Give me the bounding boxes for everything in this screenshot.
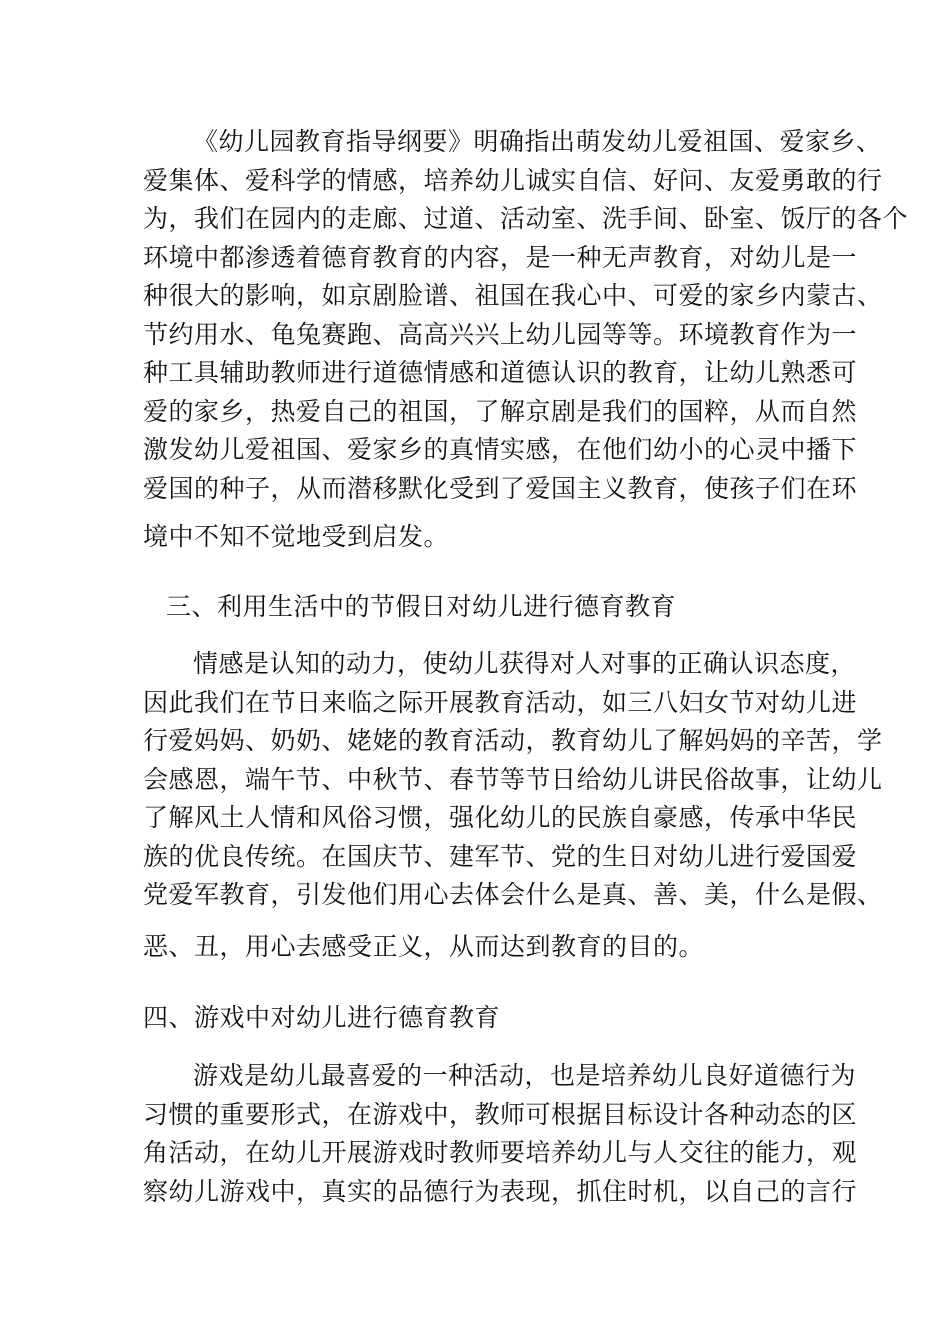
- paragraph-line: 恶、丑，用心去感受正义，从而达到教育的目的。: [143, 932, 705, 961]
- paragraph-line: 环境中都渗透着德育教育的内容，是一种无声教育，对幼儿是一: [143, 243, 858, 272]
- paragraph-line: 激发幼儿爱祖国、爱家乡的真情实感，在他们幼小的心灵中播下: [143, 435, 858, 464]
- paragraph-line: 行爱妈妈、奶奶、姥姥的教育活动，教育幼儿了解妈妈的辛苦，学: [143, 726, 883, 755]
- paragraph-line: 为，我们在园内的走廊、过道、活动室、洗手间、卧室、饭厅的各个: [143, 204, 909, 233]
- section-heading-holidays: 三、利用生活中的节假日对幼儿进行德育教育: [166, 592, 677, 621]
- paragraph-line: 游戏是幼儿最喜爱的一种活动，也是培养幼儿良好道德行为: [193, 1061, 857, 1090]
- paragraph-line: 习惯的重要形式，在游戏中，教师可根据目标设计各种动态的区: [143, 1100, 858, 1129]
- section-heading-games: 四、游戏中对幼儿进行德育教育: [143, 1003, 501, 1032]
- paragraph-line: 境中不知不觉地受到启发。: [143, 522, 450, 551]
- paragraph-line: 会感恩，端午节、中秋节、春节等节日给幼儿讲民俗故事，让幼儿: [143, 765, 883, 794]
- paragraph-line: 情感是认知的动力，使幼儿获得对人对事的正确认识态度，: [193, 649, 857, 678]
- paragraph-line: 爱的家乡，热爱自己的祖国，了解京剧是我们的国粹，从而自然: [143, 397, 858, 426]
- paragraph-line: 爱集体、爱科学的情感，培养幼儿诚实自信、好问、友爱勇敢的行: [143, 166, 883, 195]
- paragraph-line: 党爱军教育，引发他们用心去体会什么是真、善、美，什么是假、: [143, 880, 883, 909]
- paragraph-line: 了解风土人情和风俗习惯，强化幼儿的民族自豪感，传承中华民: [143, 803, 858, 832]
- paragraph-line: 角活动，在幼儿开展游戏时教师要培养幼儿与人交往的能力，观: [143, 1138, 858, 1167]
- paragraph-line: 《幼儿园教育指导纲要》明确指出萌发幼儿爱祖国、爱家乡、: [193, 127, 882, 156]
- paragraph-line: 节约用水、龟兔赛跑、高高兴兴上幼儿园等等。环境教育作为一: [143, 320, 858, 349]
- paragraph-line: 因此我们在节日来临之际开展教育活动，如三八妇女节对幼儿进: [143, 688, 858, 717]
- paragraph-line: 爱国的种子，从而潜移默化受到了爱国主义教育，使孩子们在环: [143, 474, 858, 503]
- paragraph-line: 种很大的影响，如京剧脸谱、祖国在我心中、可爱的家乡内蒙古、: [143, 281, 883, 310]
- paragraph-line: 种工具辅助教师进行道德情感和道德认识的教育，让幼儿熟悉可: [143, 358, 858, 387]
- paragraph-line: 察幼儿游戏中，真实的品德行为表现，抓住时机，以自己的言行: [143, 1177, 858, 1206]
- paragraph-line: 族的优良传统。在国庆节、建军节、党的生日对幼儿进行爱国爱: [143, 842, 858, 871]
